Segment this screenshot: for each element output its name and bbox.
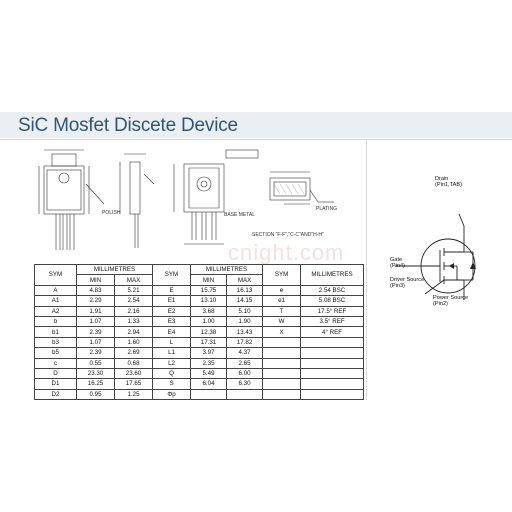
driver-source-label (390, 277, 424, 290)
header-mm-1: MILLIMETRES (77, 265, 153, 275)
polish-label: POLISH (102, 210, 121, 216)
cell-max: 17.82 (227, 337, 263, 347)
cell-max: 17.65 (115, 379, 153, 389)
cell-min: 1.91 (77, 306, 115, 316)
plating-label: PLATING (316, 206, 338, 212)
header-max-1: MAX (115, 275, 153, 285)
header-min-2: MIN (191, 275, 227, 285)
cell-value: 3.5° REF (301, 316, 364, 326)
base-metal-label: BASE METAL (224, 212, 256, 218)
section-label: SECTION "F-F","C-C"AND"H-H" (252, 232, 324, 238)
cell-max: 0.68 (115, 358, 153, 368)
cell-value (301, 337, 364, 347)
cell-sym (263, 358, 301, 368)
cell-max: 14.15 (227, 296, 263, 306)
cell-value: 2.54 BSC (301, 285, 364, 295)
table-row (35, 358, 364, 368)
cell-sym (263, 389, 301, 399)
cell-min: 4.83 (77, 285, 115, 295)
cell-max: 2.65 (227, 358, 263, 368)
cell-max: 6.00 (227, 368, 263, 378)
header-sym-3: SYM (263, 265, 301, 286)
cell-sym: D (35, 368, 77, 378)
cell-sym: D1 (35, 379, 77, 389)
cell-sym (263, 348, 301, 358)
gate-pin: (Pin4) (390, 263, 405, 270)
cell-sym: e1 (263, 296, 301, 306)
cell-min (191, 389, 227, 399)
drain-pin: (Pin1,TAB) (435, 182, 462, 189)
cell-min: 12.38 (191, 327, 227, 337)
cell-sym: b1 (35, 327, 77, 337)
cell-min: 16.25 (77, 379, 115, 389)
cell-min: 6.04 (191, 379, 227, 389)
cell-value (301, 379, 364, 389)
cell-max: 2.69 (115, 348, 153, 358)
table-row (35, 296, 364, 306)
cell-max: 16.13 (227, 285, 263, 295)
cell-max: 1.90 (227, 316, 263, 326)
power-source-name: Power Source (433, 295, 469, 301)
cell-min: 3.68 (191, 306, 227, 316)
header-max-2: MAX (227, 275, 263, 285)
cell-max: 13.43 (227, 327, 263, 337)
cell-min: 2.39 (77, 327, 115, 337)
cell-sym (263, 337, 301, 347)
table-row (35, 368, 364, 378)
header-mm-2: MILLIMETRES (191, 265, 263, 275)
cell-sym: L (153, 337, 191, 347)
cell-sym: L2 (153, 358, 191, 368)
cell-max: 6.30 (227, 379, 263, 389)
cell-max: 1.25 (115, 389, 153, 399)
section-view (270, 172, 334, 204)
cell-sym (263, 368, 301, 378)
cell-max: 4.37 (227, 348, 263, 358)
cell-max: 2.16 (115, 306, 153, 316)
cell-sym: E1 (153, 296, 191, 306)
dimensions-table (34, 264, 364, 400)
cell-sym: E (153, 285, 191, 295)
cell-min: 0.95 (77, 389, 115, 399)
page-title: SiC Mosfet Discete Device (18, 115, 238, 136)
table-row (35, 327, 364, 337)
cell-min: 5.49 (191, 368, 227, 378)
cell-sym: T (263, 306, 301, 316)
cell-max: 2.94 (115, 327, 153, 337)
cell-sym: Q (153, 368, 191, 378)
cell-sym: Φp (153, 389, 191, 399)
cell-sym: E2 (153, 306, 191, 316)
cell-min: 1.07 (77, 316, 115, 326)
gate-label (390, 257, 405, 270)
cell-value: 4° REF (301, 327, 364, 337)
cell-min: 17.31 (191, 337, 227, 347)
header-sym-2: SYM (153, 265, 191, 286)
cell-value (301, 348, 364, 358)
front-view (39, 150, 104, 250)
cell-max (227, 389, 263, 399)
cell-min: 2.29 (77, 296, 115, 306)
cell-min: 0.55 (77, 358, 115, 368)
cell-sym: c (35, 358, 77, 368)
driver-source-name: Driver Source (390, 277, 425, 283)
table-row (35, 348, 364, 358)
header-mm-3: MILLIMETRES (301, 265, 364, 286)
cell-sym: A (35, 285, 77, 295)
cell-value: 17.5° REF (301, 306, 364, 316)
drain-name: Drain (435, 176, 449, 182)
cell-max: 1.60 (115, 337, 153, 347)
cell-sym: A2 (35, 306, 77, 316)
cell-sym: b (35, 316, 77, 326)
cell-max: 5.21 (115, 285, 153, 295)
cell-sym: E3 (153, 316, 191, 326)
cell-max: 2.54 (115, 296, 153, 306)
table-row (35, 306, 364, 316)
cell-value: 5.08 BSC (301, 296, 364, 306)
table-row (35, 285, 364, 295)
cell-value (301, 358, 364, 368)
cell-min: 1.07 (77, 337, 115, 347)
back-view (174, 150, 258, 244)
power-source-pin: (Pin2) (433, 301, 448, 308)
drain-label (435, 176, 462, 189)
cell-sym: b5 (35, 348, 77, 358)
cell-sym: E4 (153, 327, 191, 337)
gate-name: Gate (390, 257, 403, 263)
header-sym-1: SYM (35, 265, 77, 286)
cell-min: 3.97 (191, 348, 227, 358)
side-view (120, 154, 154, 248)
cell-sym: D2 (35, 389, 77, 399)
table-header-row (35, 265, 364, 275)
cell-sym: X (263, 327, 301, 337)
cell-min: 13.10 (191, 296, 227, 306)
title-divider (0, 139, 512, 140)
cell-sym: S (153, 379, 191, 389)
cell-min: 2.35 (191, 358, 227, 368)
cell-min: 1.00 (191, 316, 227, 326)
section-divider (366, 140, 367, 400)
cell-sym: L1 (153, 348, 191, 358)
header-min-1: MIN (77, 275, 115, 285)
cell-sym (263, 379, 301, 389)
power-source-label (433, 295, 468, 308)
table-row (35, 389, 364, 399)
watermark: cnight.com (228, 240, 345, 265)
cell-sym: b3 (35, 337, 77, 347)
cell-min: 2.39 (77, 348, 115, 358)
cell-max: 1.33 (115, 316, 153, 326)
cell-max: 23.60 (115, 368, 153, 378)
cell-min: 23.30 (77, 368, 115, 378)
cell-sym: W (263, 316, 301, 326)
cell-max: 5.10 (227, 306, 263, 316)
cell-value (301, 389, 364, 399)
cell-min: 15.75 (191, 285, 227, 295)
table-row (35, 337, 364, 347)
cell-value (301, 368, 364, 378)
cell-sym: e (263, 285, 301, 295)
table-row (35, 379, 364, 389)
driver-source-pin: (Pin3) (390, 283, 405, 290)
table-row (35, 316, 364, 326)
cell-sym: A1 (35, 296, 77, 306)
